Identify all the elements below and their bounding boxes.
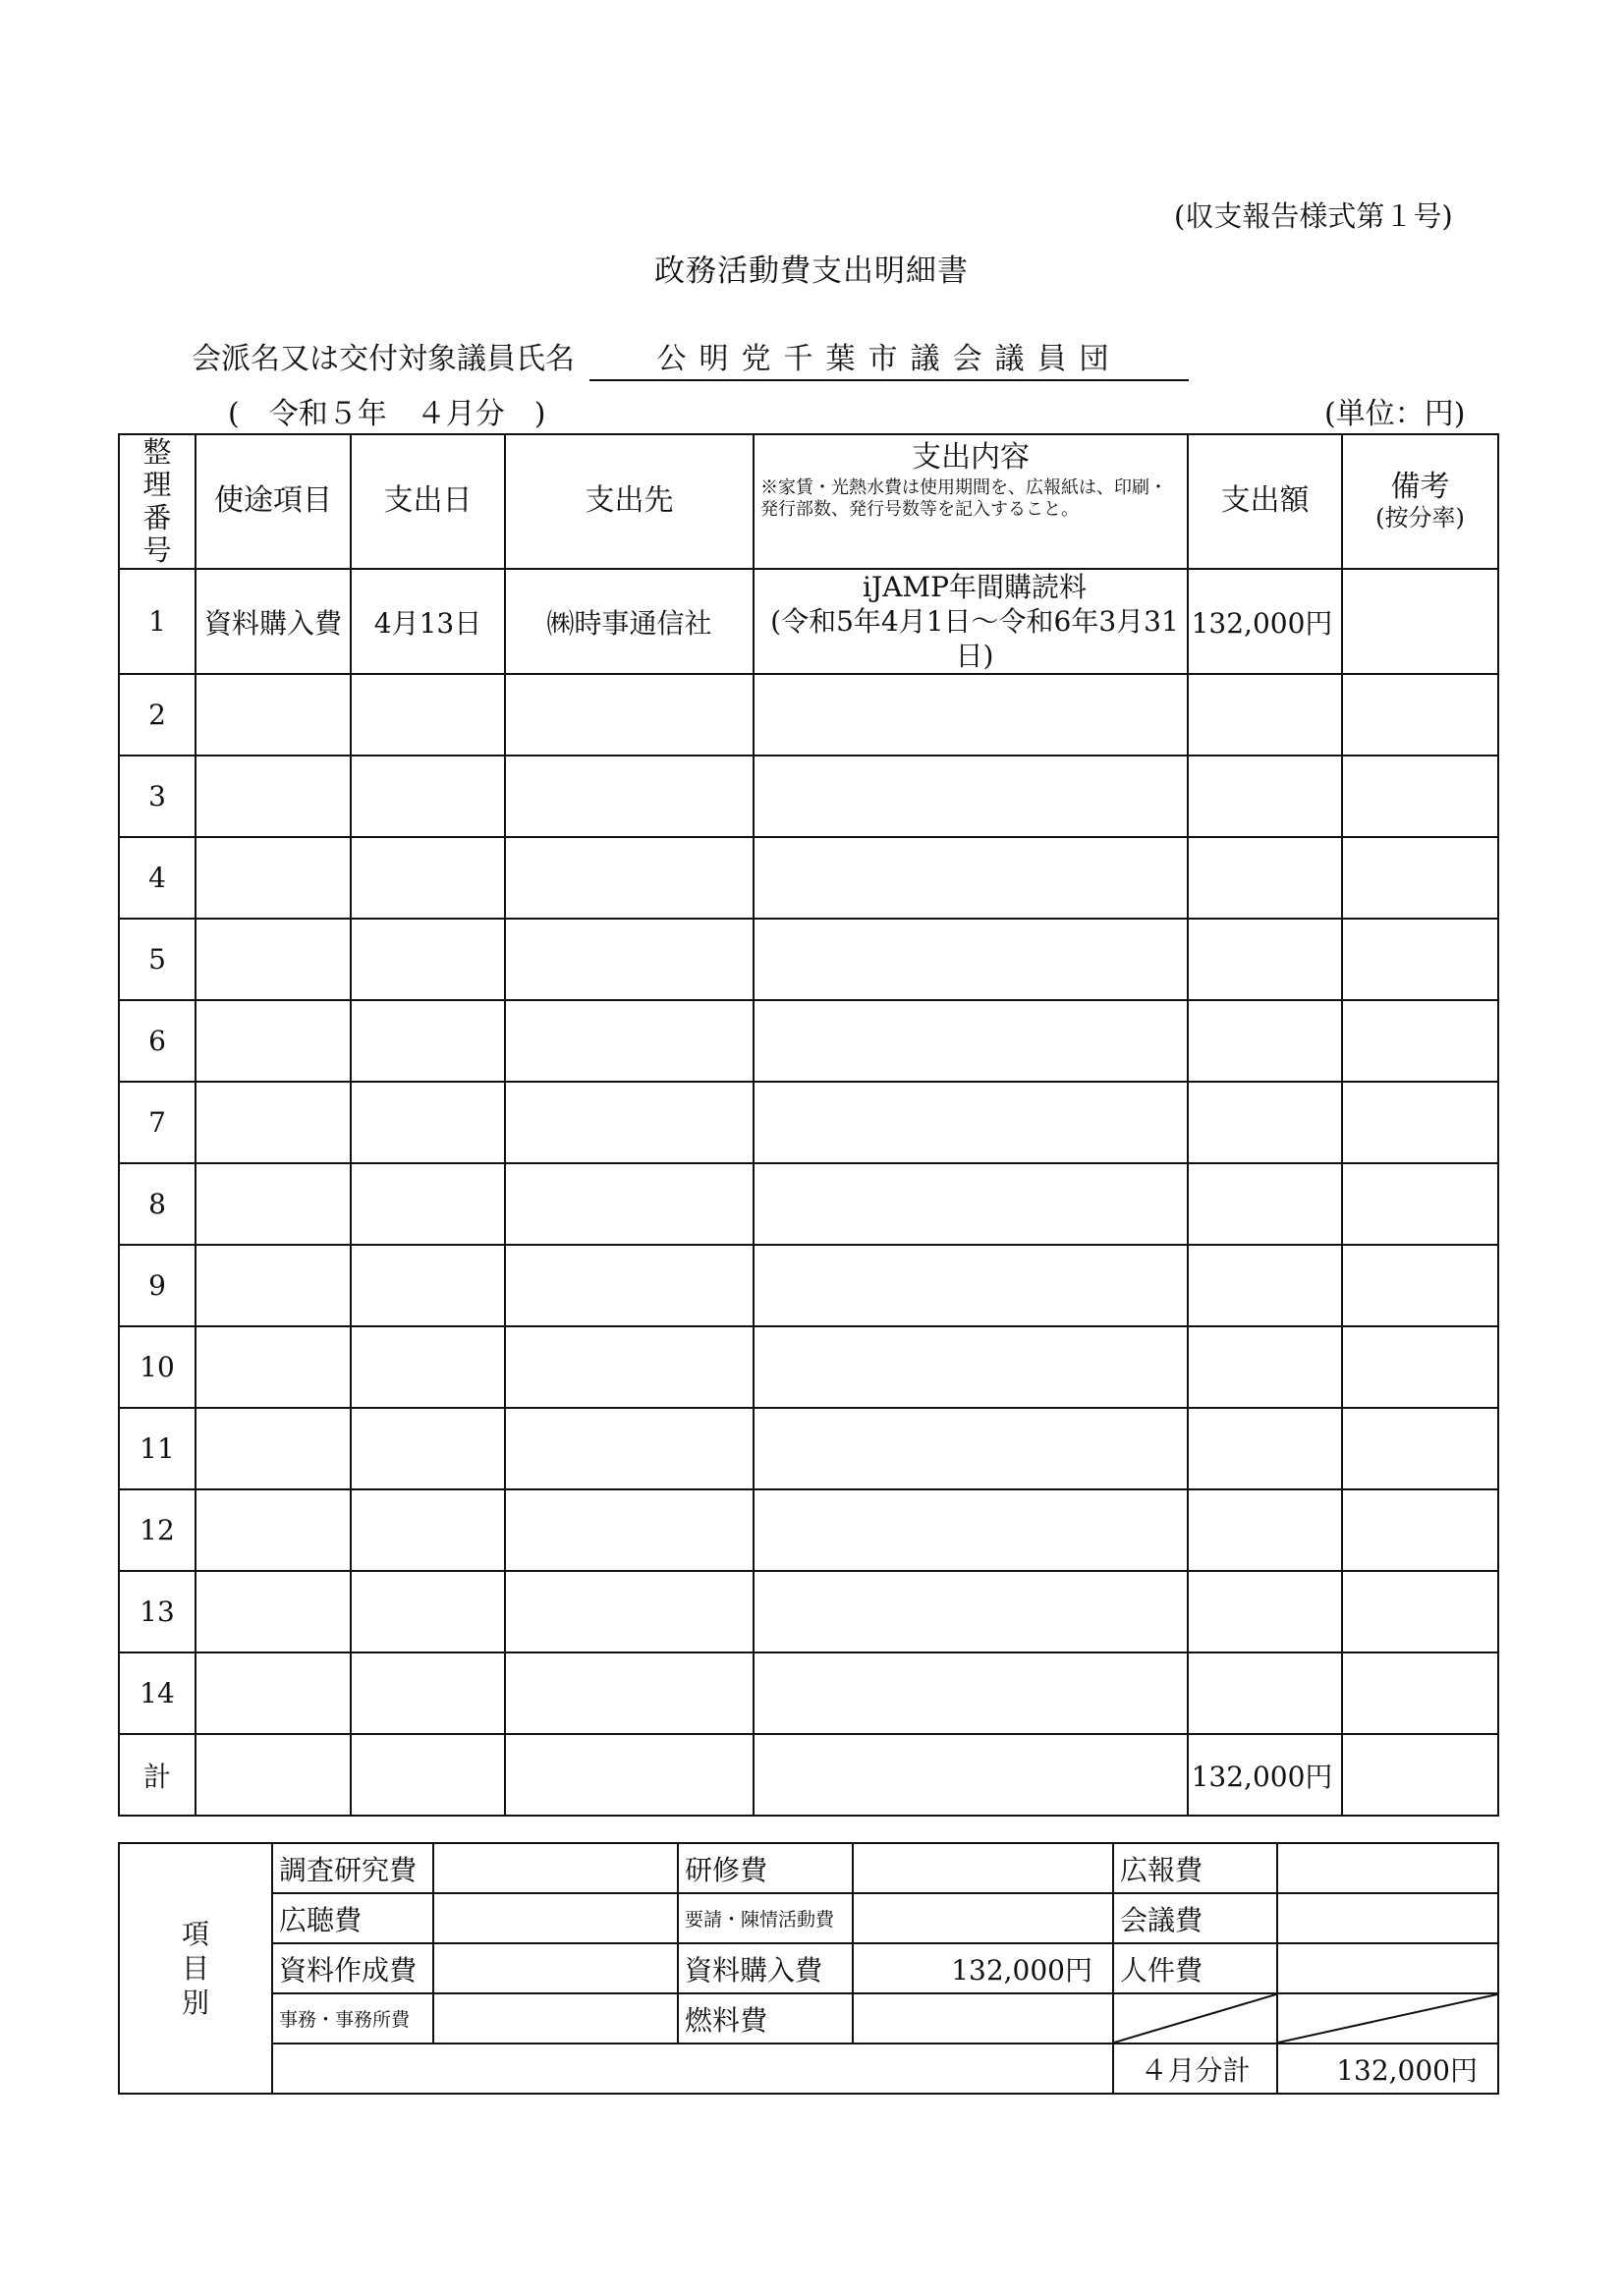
category-label-office: 事務・事務所費 — [272, 1993, 433, 2044]
table-row — [119, 756, 1498, 837]
row-content — [754, 1408, 1188, 1489]
row-content — [754, 1571, 1188, 1652]
row-no: 14 — [119, 1652, 196, 1734]
category-value-office — [433, 1993, 678, 2044]
row-amount — [1188, 1326, 1342, 1408]
row-amount — [1188, 756, 1342, 837]
category-label-meeting: 会議費 — [1113, 1893, 1277, 1943]
row-no: 13 — [119, 1571, 196, 1652]
row-purpose — [196, 1163, 351, 1245]
category-label-materials-creation: 資料作成費 — [272, 1943, 433, 1993]
category-value-materials-creation — [433, 1943, 678, 1993]
category-label-fuel: 燃料費 — [678, 1993, 853, 2044]
category-label-personnel: 人件費 — [1113, 1943, 1277, 1993]
row-content — [754, 1000, 1188, 1082]
row-content — [754, 756, 1188, 837]
row-remarks — [1342, 569, 1498, 674]
row-remarks — [1342, 1000, 1498, 1082]
report-period: ( 令和５年 ４月分 ) — [228, 397, 546, 431]
table-row — [119, 674, 1498, 756]
row-payee — [505, 674, 754, 756]
row-payee — [505, 919, 754, 1000]
row-amount — [1188, 1000, 1342, 1082]
row-content-line1: iJAMP年間購読料 — [863, 571, 1087, 603]
expense-detail-table — [118, 433, 1499, 1817]
header-content-title: 支出内容 — [912, 440, 1030, 475]
row-date: 4月13日 — [351, 569, 505, 674]
total-row — [119, 1734, 1498, 1816]
row-content — [754, 1652, 1188, 1734]
row-amount — [1188, 1245, 1342, 1326]
table-row — [119, 1082, 1498, 1163]
row-content — [754, 1163, 1188, 1245]
diagonal-slash-icon — [1278, 1994, 1497, 2043]
category-label-publicity: 広報費 — [1113, 1843, 1277, 1893]
row-purpose — [196, 1571, 351, 1652]
category-label-hearing: 広聴費 — [272, 1893, 433, 1943]
row-amount — [1188, 1163, 1342, 1245]
row-payee — [505, 1082, 754, 1163]
row-payee — [505, 1489, 754, 1571]
row-purpose — [196, 1652, 351, 1734]
table-row — [119, 837, 1498, 919]
row-content — [754, 569, 1188, 674]
row-remarks — [1342, 1489, 1498, 1571]
row-remarks — [1342, 919, 1498, 1000]
table-row — [119, 919, 1498, 1000]
row-content — [754, 1489, 1188, 1571]
category-value-training — [853, 1843, 1113, 1893]
row-no: 9 — [119, 1245, 196, 1326]
header-content-note: ※家賃・光熱水費は使用期間を、広報紙は、印刷・発行部数、発行号数等を記入すること。 — [760, 476, 1167, 520]
row-date — [351, 1326, 505, 1408]
total-amount: 132,000円 — [1188, 1734, 1342, 1816]
row-date — [351, 1163, 505, 1245]
row-amount — [1188, 674, 1342, 756]
row-date — [351, 1000, 505, 1082]
diagonal-slash-cell — [1113, 1993, 1277, 2044]
row-purpose — [196, 837, 351, 919]
table-row — [119, 1571, 1498, 1652]
category-label-materials-purchase: 資料購入費 — [678, 1943, 853, 1993]
category-value-research — [433, 1843, 678, 1893]
header-purpose: 使途項目 — [196, 434, 351, 569]
category-value-fuel — [853, 1993, 1113, 2044]
row-payee — [505, 1245, 754, 1326]
table-row — [119, 1245, 1498, 1326]
row-payee — [505, 1571, 754, 1652]
row-purpose — [196, 1082, 351, 1163]
row-remarks — [1342, 1082, 1498, 1163]
row-purpose — [196, 1000, 351, 1082]
row-purpose — [196, 919, 351, 1000]
table-row — [119, 1163, 1498, 1245]
monthly-total-value: 132,000円 — [1277, 2044, 1498, 2094]
row-no: 5 — [119, 919, 196, 1000]
diagonal-slash-icon — [1114, 1994, 1276, 2043]
row-content — [754, 674, 1188, 756]
category-value-publicity — [1277, 1843, 1498, 1893]
header-remarks-sub: (按分率) — [1375, 503, 1465, 532]
row-payee — [505, 1000, 754, 1082]
row-no: 8 — [119, 1163, 196, 1245]
table-row — [119, 1408, 1498, 1489]
row-date — [351, 1489, 505, 1571]
unit-label: (単位：円) — [1324, 397, 1466, 431]
row-remarks — [1342, 756, 1498, 837]
faction-label: 会派名又は交付対象議員氏名 — [192, 342, 575, 376]
row-remarks — [1342, 1408, 1498, 1489]
row-date — [351, 1245, 505, 1326]
category-value-petition — [853, 1893, 1113, 1943]
row-purpose — [196, 674, 351, 756]
row-purpose — [196, 1489, 351, 1571]
row-date — [351, 919, 505, 1000]
row-amount — [1188, 919, 1342, 1000]
row-date — [351, 674, 505, 756]
row-amount — [1188, 1652, 1342, 1734]
row-content — [754, 837, 1188, 919]
row-remarks — [1342, 1571, 1498, 1652]
diagonal-slash-cell — [1277, 1993, 1498, 2044]
row-no: 3 — [119, 756, 196, 837]
row-amount — [1188, 1571, 1342, 1652]
row-remarks — [1342, 1163, 1498, 1245]
category-label-petition: 要請・陳情活動費 — [678, 1893, 853, 1943]
row-purpose — [196, 1408, 351, 1489]
header-date: 支出日 — [351, 434, 505, 569]
row-content — [754, 919, 1188, 1000]
category-value-personnel — [1277, 1943, 1498, 1993]
row-remarks — [1342, 1326, 1498, 1408]
header-content — [754, 434, 1188, 569]
row-remarks — [1342, 1245, 1498, 1326]
row-purpose — [196, 1326, 351, 1408]
category-row-header: 項目別 — [119, 1843, 272, 2094]
row-purpose: 資料購入費 — [196, 569, 351, 674]
form-number: (収支報告様式第１号) — [1174, 199, 1453, 233]
row-date — [351, 756, 505, 837]
row-content — [754, 1082, 1188, 1163]
row-content-line2: (令和5年4月1日～令和6年3月31日) — [770, 605, 1179, 672]
row-no: 4 — [119, 837, 196, 919]
row-date — [351, 1408, 505, 1489]
category-label-research: 調査研究費 — [272, 1843, 433, 1893]
row-purpose — [196, 1245, 351, 1326]
table-row — [119, 1652, 1498, 1734]
row-payee — [505, 1326, 754, 1408]
row-no: 7 — [119, 1082, 196, 1163]
row-no: 1 — [119, 569, 196, 674]
table-row — [119, 1000, 1498, 1082]
row-content — [754, 1326, 1188, 1408]
row-payee — [505, 837, 754, 919]
row-amount — [1188, 837, 1342, 919]
row-date — [351, 1082, 505, 1163]
row-no: 10 — [119, 1326, 196, 1408]
table-row — [119, 1489, 1498, 1571]
row-amount: 132,000円 — [1188, 569, 1342, 674]
row-payee — [505, 1652, 754, 1734]
table-header-row — [119, 434, 1498, 569]
category-value-meeting — [1277, 1893, 1498, 1943]
row-no: 6 — [119, 1000, 196, 1082]
category-value-hearing — [433, 1893, 678, 1943]
row-date — [351, 837, 505, 919]
category-value-materials-purchase: 132,000円 — [853, 1943, 1113, 1993]
row-amount — [1188, 1082, 1342, 1163]
header-no: 整理番号 — [119, 434, 196, 569]
row-amount — [1188, 1489, 1342, 1571]
page-title: 政務活動費支出明細書 — [654, 253, 969, 289]
row-payee — [505, 1163, 754, 1245]
header-remarks: 備考 (按分率) — [1342, 434, 1498, 569]
row-payee — [505, 756, 754, 837]
row-date — [351, 1571, 505, 1652]
row-content — [754, 1245, 1188, 1326]
header-amount: 支出額 — [1188, 434, 1342, 569]
blank-summary-cell — [272, 2044, 1113, 2094]
row-remarks — [1342, 674, 1498, 756]
row-no: 11 — [119, 1408, 196, 1489]
category-summary-table — [118, 1842, 1499, 2095]
row-date — [351, 1652, 505, 1734]
header-payee: 支出先 — [505, 434, 754, 569]
row-remarks — [1342, 1652, 1498, 1734]
total-label: 計 — [119, 1734, 196, 1816]
category-label-training: 研修費 — [678, 1843, 853, 1893]
row-no: 2 — [119, 674, 196, 756]
row-payee: ㈱時事通信社 — [505, 569, 754, 674]
monthly-total-label: ４月分計 — [1113, 2044, 1277, 2094]
faction-name: 公明党千葉市議会議員団 — [589, 334, 1189, 381]
row-remarks — [1342, 837, 1498, 919]
row-no: 12 — [119, 1489, 196, 1571]
table-row — [119, 1326, 1498, 1408]
row-purpose — [196, 756, 351, 837]
row-amount — [1188, 1408, 1342, 1489]
row-payee — [505, 1408, 754, 1489]
table-row — [119, 569, 1498, 674]
